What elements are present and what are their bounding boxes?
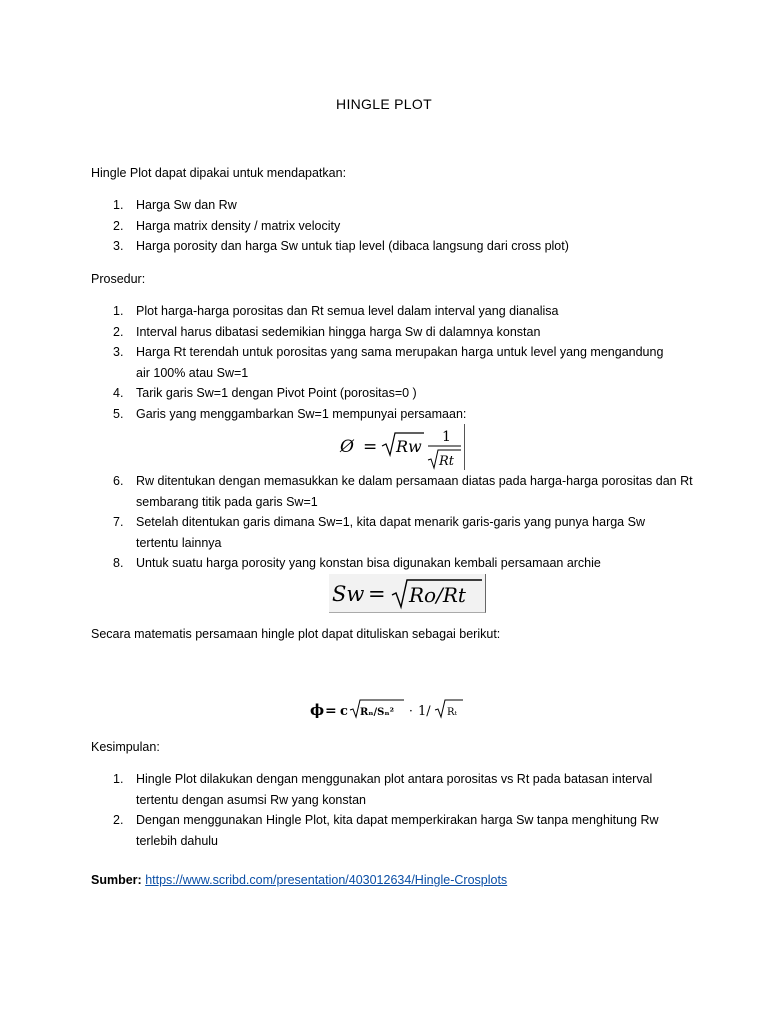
svg-text:Rₜ: Rₜ xyxy=(447,707,457,718)
list-item: 5. Garis yang menggambarkan Sw=1 mempunyai persamaan: xyxy=(113,406,467,421)
prosedur-list-a xyxy=(91,301,691,424)
list-item: 8. Untuk suatu harga porosity yang konstan bisa digunakan kembali persamaan archie xyxy=(113,556,601,570)
sumber-line xyxy=(91,870,507,891)
kesimpulan-list xyxy=(91,769,691,851)
porosity-formula xyxy=(338,424,465,470)
svg-text:=: = xyxy=(368,582,386,606)
svg-text:Rw: Rw xyxy=(396,437,422,456)
list-item: 1. Plot harga-harga porositas dan Rt semua level dalam interval yang dianalisa xyxy=(113,304,559,318)
svg-text:ϕ: ϕ xyxy=(310,701,325,719)
svg-text:·: · xyxy=(409,704,413,718)
source-link[interactable]: https://www.scribd.com/presentation/403012634/Hingle-Crosplots xyxy=(145,873,508,887)
svg-text:Sw: Sw xyxy=(332,582,365,606)
list-item: 2. Dengan menggunakan Hingle Plot, kita dapat memperkirakan harga Sw tanpa menghitung Rw terlebih dahulu xyxy=(113,813,659,848)
list-item: 1. Harga Sw dan Rw xyxy=(113,198,237,212)
list-item: 3. Harga Rt terendah untuk porositas yang sama merupakan harga untuk level yang mengandung air 100% atau Sw=1 xyxy=(113,345,664,380)
page-title: HINGLE PLOT xyxy=(336,96,432,112)
list-item: 1. Hingle Plot dilakukan dengan menggunakan plot antara porositas vs Rt pada batasan interval tertentu dengan asumsi Rw yang konstan xyxy=(113,772,653,807)
hingle-formula xyxy=(308,696,468,726)
list-item: 6. Rw ditentukan dengan memasukkan ke dalam persamaan diatas pada harga-harga porositas dan Rt sembarang titik pada garis Sw=1 xyxy=(113,474,693,509)
list-item: 2. Harga matrix density / matrix velocity xyxy=(113,218,341,233)
svg-text:Rt: Rt xyxy=(439,454,455,469)
list-item: 4. Tarik garis Sw=1 dengan Pivot Point (porositas=0 ) xyxy=(113,386,417,400)
svg-text:1: 1 xyxy=(442,429,451,445)
sumber-label: Sumber: xyxy=(91,873,142,887)
intro-text: Hingle Plot dapat dipakai untuk mendapatkan: xyxy=(91,166,347,180)
archie-formula xyxy=(329,574,486,613)
list-item: 2. Interval harus dibatasi sedemikian hingga harga Sw di dalamnya konstan xyxy=(113,324,541,339)
svg-text:c: c xyxy=(340,704,348,719)
svg-text:Ø: Ø xyxy=(340,437,354,457)
intro-list xyxy=(91,195,691,257)
svg-text:1/: 1/ xyxy=(418,704,431,719)
prosedur-heading: Prosedur: xyxy=(91,272,146,286)
kesimpulan-heading: Kesimpulan: xyxy=(91,740,160,754)
svg-text:=: = xyxy=(325,703,337,719)
svg-text:=: = xyxy=(363,437,378,457)
list-item: 3. Harga porosity dan harga Sw untuk tiap level (dibaca langsung dari cross plot) xyxy=(113,239,569,253)
list-item: 7. Setelah ditentukan garis dimana Sw=1, kita dapat menarik garis-garis yang punya harga Sw tertentu lainnya xyxy=(113,515,645,550)
matematis-text: Secara matematis persamaan hingle plot dapat dituliskan sebagai berikut: xyxy=(91,627,501,641)
svg-text:Rₙ/Sₙ²: Rₙ/Sₙ² xyxy=(360,707,394,718)
prosedur-list-b xyxy=(91,471,691,574)
svg-text:Ro/Rt: Ro/Rt xyxy=(409,583,466,607)
